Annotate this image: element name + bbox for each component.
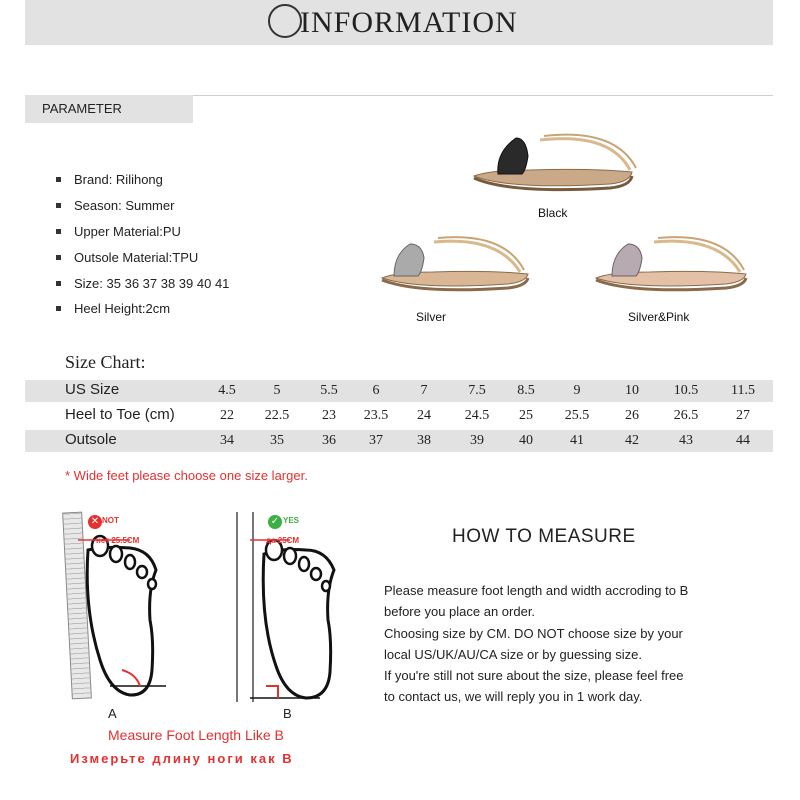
left-measure-label: нет 25.5CM	[96, 536, 140, 545]
letter-a: A	[108, 706, 117, 721]
size-cell: 22	[220, 408, 234, 423]
size-cell: 27	[736, 408, 750, 423]
size-cell: 10	[625, 383, 639, 398]
size-cell: 26.5	[673, 408, 699, 423]
size-cell: 37	[369, 433, 383, 448]
measure-caption-ru: Измерьте длину ноги как B	[70, 751, 294, 766]
size-cell: 26	[625, 408, 639, 423]
sandal-silver-pink-image	[592, 232, 752, 302]
size-cell: 41	[570, 433, 584, 448]
how-to-line: before you place an order.	[384, 604, 536, 619]
size-cell: 44	[736, 433, 750, 448]
spec-upper-material: Upper Material:PU	[56, 224, 181, 239]
bullet-icon	[56, 306, 61, 311]
how-to-measure-title: HOW TO MEASURE	[452, 526, 636, 547]
color-label-silver: Silver	[416, 310, 447, 324]
size-cell: 11.5	[731, 383, 755, 398]
bullet-icon	[56, 255, 61, 260]
how-to-line: Please measure foot length and width accroding to B	[384, 583, 689, 598]
size-cell: 10.5	[673, 383, 699, 398]
spec-outsole-material: Outsole Material:TPU	[56, 250, 198, 265]
sandal-black-image	[470, 128, 645, 198]
bullet-icon	[56, 229, 61, 234]
letter-b: B	[283, 706, 292, 721]
size-cell: 7	[420, 383, 428, 398]
size-cell: 25.5	[564, 408, 590, 423]
size-row-label: US Size	[65, 381, 120, 398]
size-cell: 42	[625, 433, 639, 448]
right-measure-label: да 25CM	[266, 536, 300, 545]
size-cell: 25	[519, 408, 533, 423]
size-cell: 23	[322, 408, 336, 423]
measure-caption: Measure Foot Length Like B	[108, 727, 284, 743]
size-cell: 8.5	[517, 383, 535, 398]
parameter-label: PARAMETER	[42, 101, 122, 116]
size-cell: 40	[519, 433, 533, 448]
size-row-bg	[25, 380, 773, 402]
size-cell: 23.5	[363, 408, 389, 423]
bullet-icon	[56, 177, 61, 182]
size-cell: 6	[372, 383, 380, 398]
size-cell: 22.5	[264, 408, 290, 423]
size-cell: 35	[270, 433, 284, 448]
spec-size: Size: 35 36 37 38 39 40 41	[56, 276, 229, 291]
circle-icon	[268, 4, 302, 38]
size-cell: 36	[322, 433, 336, 448]
size-row-bg	[25, 430, 773, 452]
page-title: INFORMATION	[300, 6, 518, 39]
size-cell: 5.5	[320, 383, 338, 398]
bullet-icon	[56, 203, 61, 208]
badge-yes: YES	[283, 516, 300, 525]
size-cell: 39	[470, 433, 484, 448]
how-to-line: local US/UK/AU/CA size or by guessing size.	[384, 647, 642, 662]
how-to-line: to contact us, we will reply you in 1 work day.	[384, 689, 643, 704]
bullet-icon	[56, 281, 61, 286]
size-note: * Wide feet please choose one size larger.	[65, 468, 308, 483]
size-cell: 4.5	[218, 383, 236, 398]
close-icon: ✕	[88, 515, 102, 529]
size-cell: 24	[417, 408, 431, 423]
sandal-silver-image	[378, 232, 533, 302]
size-chart-title: Size Chart:	[65, 352, 146, 372]
size-cell: 43	[679, 433, 693, 448]
size-cell: 24.5	[464, 408, 490, 423]
how-to-line: Choosing size by CM. DO NOT choose size by your	[384, 626, 683, 641]
size-cell: 34	[220, 433, 234, 448]
check-icon: ✓	[268, 515, 282, 529]
size-row-label: Heel to Toe (cm)	[65, 406, 175, 423]
size-row-label: Outsole	[65, 431, 117, 448]
badge-not: NOT	[102, 516, 119, 525]
size-cell: 5	[273, 383, 281, 398]
size-cell: 9	[573, 383, 581, 398]
color-label-black: Black	[538, 206, 568, 220]
color-label-silver-pink: Silver&Pink	[628, 310, 690, 324]
spec-season: Season: Summer	[56, 198, 174, 213]
spec-heel-height: Heel Height:2cm	[56, 301, 170, 316]
how-to-line: If you're still not sure about the size, please feel free	[384, 668, 684, 683]
spec-brand: Brand: Rilihong	[56, 172, 163, 187]
size-cell: 38	[417, 433, 431, 448]
size-cell: 7.5	[468, 383, 486, 398]
